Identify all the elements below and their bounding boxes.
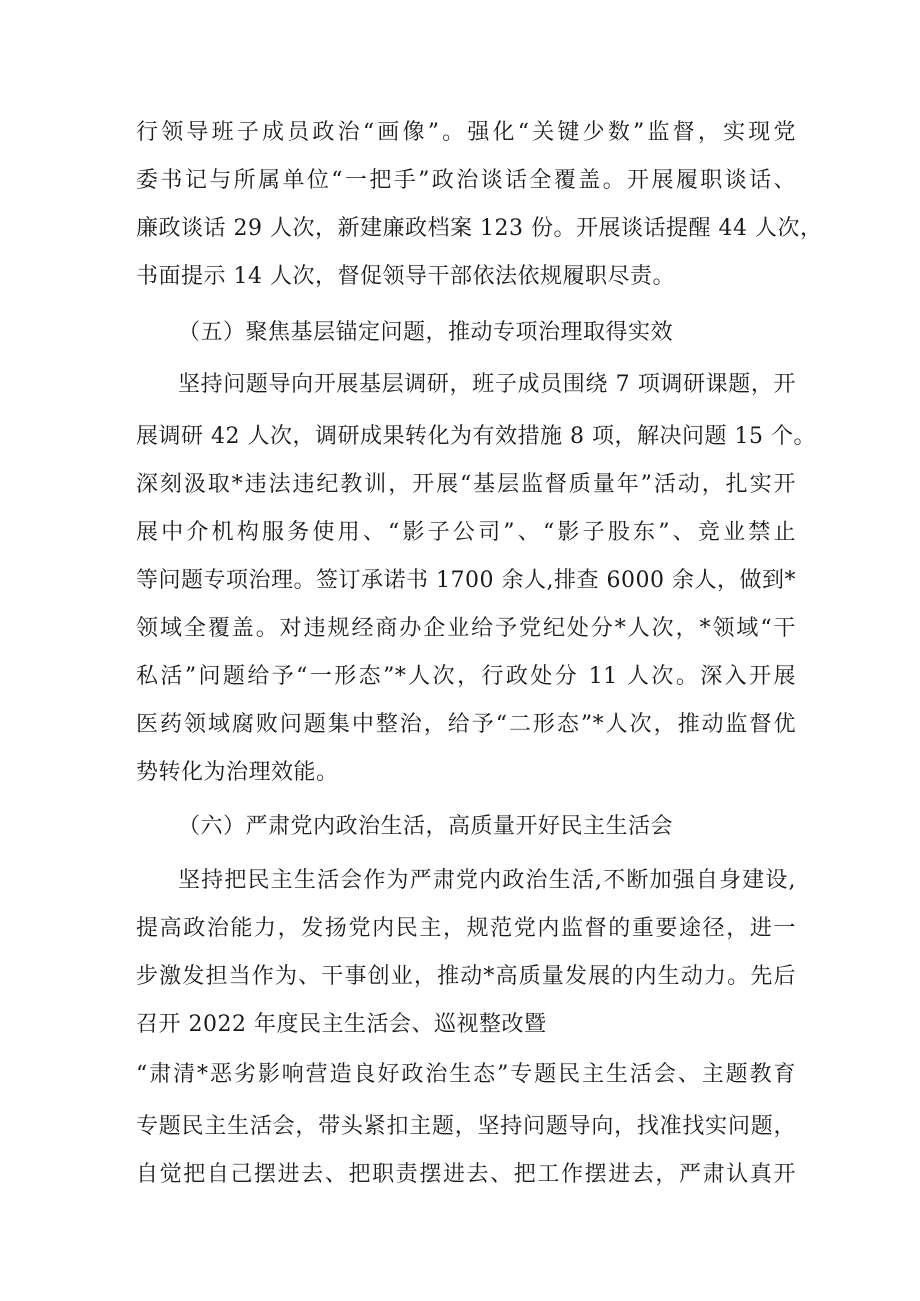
section-heading-6: （六）严肃党内政治生活，高质量开好民主生活会: [178, 814, 674, 839]
paragraph-line: 步激发担当作为、干事创业，推动*高质量发展的内生动力。先后: [136, 964, 796, 989]
paragraph-line: 委书记与所属单位“一把手”政治谈话全覆盖。开展履职谈话、: [136, 168, 796, 193]
paragraph-line: 势转化为治理效能。: [136, 760, 339, 785]
section-heading-5: （五）聚焦基层锚定问题，推动专项治理取得实效: [178, 320, 674, 345]
paragraph-line: 展调研 42 人次，调研成果转化为有效措施 8 项，解决问题 15 个。: [136, 424, 816, 449]
paragraph-line: 行领导班子成员政治“画像”。强化“关键少数”监督，实现党: [136, 120, 796, 145]
paragraph-line: 廉政谈话 29 人次，新建廉政档案 123 份。开展谈话提醒 44 人次，: [136, 216, 823, 241]
paragraph-line: 等问题专项治理。签订承诺书 1700 余人,排查 6000 余人，做到*: [136, 568, 796, 593]
paragraph-line: 领域全覆盖。对违规经商办企业给予党纪处分*人次，*领域“干: [136, 616, 796, 641]
paragraph-line: 坚持问题导向开展基层调研，班子成员围绕 7 项调研课题，开: [178, 372, 796, 397]
paragraph-line: 书面提示 14 人次，督促领导干部依法依规履职尽责。: [136, 264, 675, 289]
paragraph-line: “肃清*恶劣影响营造良好政治生态”专题民主生活会、主题教育: [136, 1062, 796, 1087]
paragraph-line: 自觉把自己摆进去、把职责摆进去、把工作摆进去，严肃认真开: [136, 1162, 796, 1187]
paragraph-line: 深刻汲取*违法违纪教训，开展“基层监督质量年”活动，扎实开: [136, 472, 796, 497]
paragraph-line: 提高政治能力，发扬党内民主，规范党内监督的重要途径，进一: [136, 916, 796, 941]
paragraph-line: 专题民主生活会，带头紧扣主题，坚持问题导向，找准找实问题，: [136, 1114, 796, 1139]
paragraph-line: 医药领域腐败问题集中整治，给予“二形态”*人次，推动监督优: [136, 712, 796, 737]
paragraph-line: 召开 2022 年度民主生活会、巡视整改暨: [136, 1012, 547, 1037]
paragraph-line: 私活”问题给予“一形态”*人次，行政处分 11 人次。深入开展: [136, 664, 796, 689]
paragraph-line: 坚持把民主生活会作为严肃党内政治生活,不断加强自身建设,: [178, 868, 796, 893]
paragraph-line: 展中介机构服务使用、“影子公司”、“影子股东”、竞业禁止: [136, 520, 796, 545]
